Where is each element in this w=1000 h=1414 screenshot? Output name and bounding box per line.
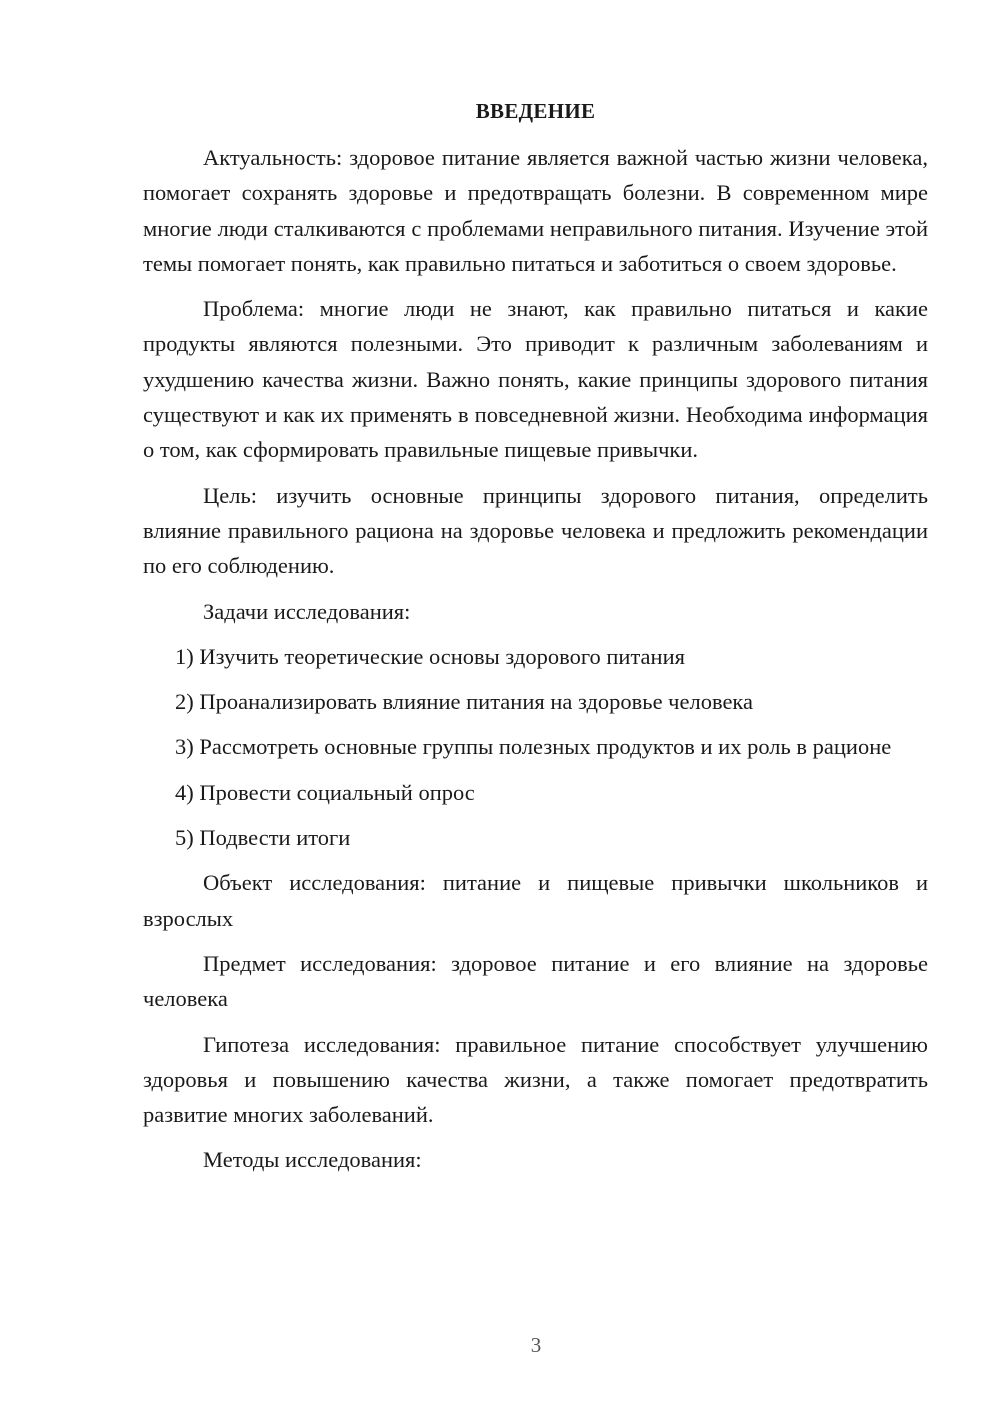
paragraph-goal: Цель: изучить основные принципы здорового питания, определить влияние правильного рациона на здоровье человека и предложить рекомендации по его соблюдению. [143,482,928,579]
document-title: ВВЕДЕНИЕ [475,99,596,123]
paragraph-subject: Предмет исследования: здоровое питание и его влияние на здоровье человека [143,950,928,1012]
task-item: 4) Провести социальный опрос [175,779,475,805]
paragraph-problem: Проблема: многие люди не знают, как правильно питаться и какие продукты являются полезными. Это приводит к различным заболеваниям и ухудшению качества жизни. Важно понять, какие принципы здорового питания существуют и как их применять в повседневной жизни. Необходима информация о том, как сформировать правильные пищевые привычки. [143,296,928,463]
paragraph-methods: Методы исследования: [203,1147,422,1173]
task-item: 1) Изучить теоретические основы здорового питания [175,643,685,669]
paragraph-tasks-heading: Задачи исследования: [203,598,411,624]
page-number: 3 [530,1333,542,1357]
task-item: 2) Проанализировать влияние питания на здоровье человека [175,689,754,715]
task-item: 3) Рассмотреть основные группы полезных продуктов и их роль в рационе [175,734,892,760]
paragraph-object: Объект исследования: питание и пищевые привычки школьников и взрослых [143,870,928,931]
paragraph-relevance: Актуальность: здоровое питание является важной частью жизни человека, помогает сохранять здоровье и предотвращать болезни. В современном мире многие люди сталкиваются с проблемами неправильного питания. Изучение этой темы помогает понять, как правильно питаться и заботиться о своем здоровье. [143,145,928,276]
paragraph-hypothesis: Гипотеза исследования: правильное питание способствует улучшению здоровья и повышению качества жизни, а также помогает предотвратить развитие многих заболеваний. [143,1031,928,1128]
document-page [143,96,928,1188]
task-item: 5) Подвести итоги [175,825,351,851]
